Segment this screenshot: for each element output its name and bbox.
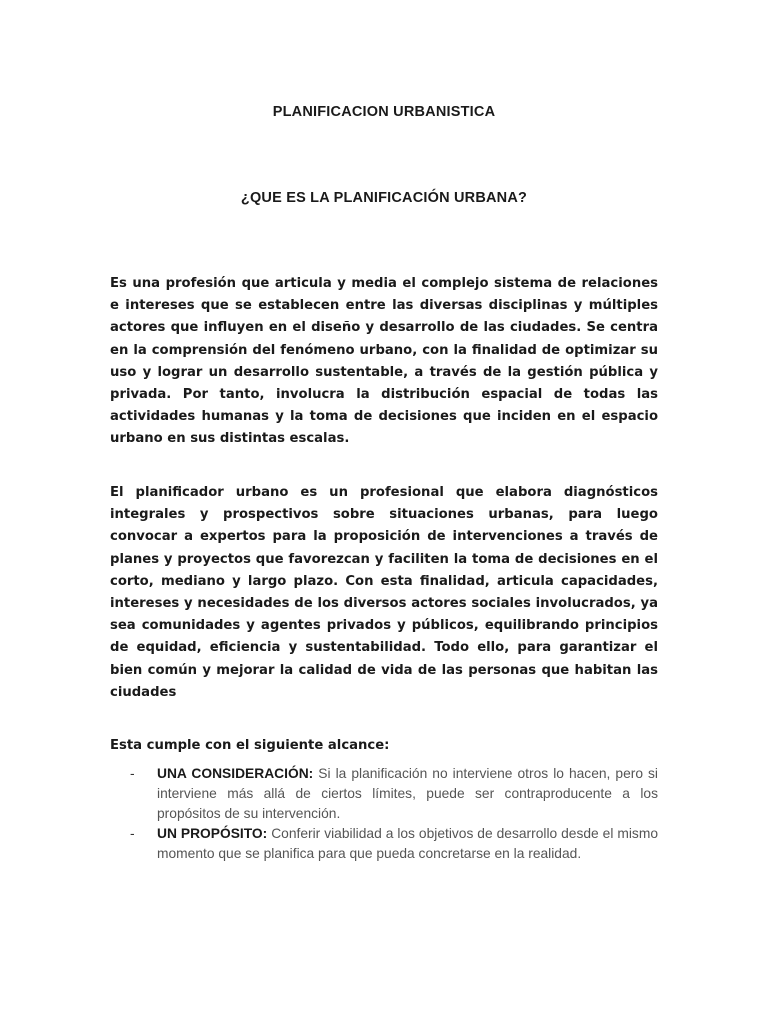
list-bullet: - (130, 766, 135, 781)
document-title: PLANIFICACION URBANISTICA (272, 104, 496, 120)
paragraph-scope-intro: Esta cumple con el siguiente alcance: (110, 738, 390, 753)
list-item-term: UN PROPÓSITO: (157, 826, 268, 841)
list-item-term: UNA CONSIDERACIÓN: (157, 766, 314, 781)
list-item (110, 824, 658, 864)
scope-list (110, 764, 658, 864)
paragraph-planner: El planificador urbano es un profesional que elabora diagnósticos integrales y prospectivos sobre situaciones urbanas, para luego convocar a expertos para la proposición de intervenciones a través de planes y proyectos que favorezcan y faciliten la toma de decisiones en el corto, mediano y largo plazo. Con esta finalidad, articula capacidades, intereses y necesidades de los diversos actores sociales involucrados, ya sea comunidades y agentes privados y públicos, equilibrando principios de equidad, eficiencia y sustentabilidad. Todo ello, para garantizar el bien común y mejorar la calidad de vida de las personas que habitan las ciudades (110, 485, 658, 700)
paragraph-definition: Es una profesión que articula y media el complejo sistema de relaciones e intereses que se establecen entre las diversas disciplinas y múltiples actores que influyen en el diseño y desarrollo de las ciudades. Se centra en la comprensión del fenómeno urbano, con la finalidad de optimizar su uso y lograr un desarrollo sustentable, a través de la gestión pública y privada. Por tanto, involucra la distribución espacial de todas las actividades humanas y la toma de decisiones que inciden en el espacio urbano en sus distintas escalas. (110, 276, 658, 447)
list-item-text: Conferir viabilidad a los objetivos de desarrollo desde el mismo momento que se planifica para que pueda concretarse en la realidad. (157, 826, 658, 861)
list-item (110, 764, 658, 824)
section-heading: ¿QUE ES LA PLANIFICACIÓN URBANA? (240, 190, 528, 206)
list-bullet: - (130, 826, 135, 841)
list-item-text: Si la planificación no interviene otros lo hacen, pero si interviene más allá de ciertos límites, puede ser contraproducente a los propósitos de su intervención. (157, 766, 658, 821)
